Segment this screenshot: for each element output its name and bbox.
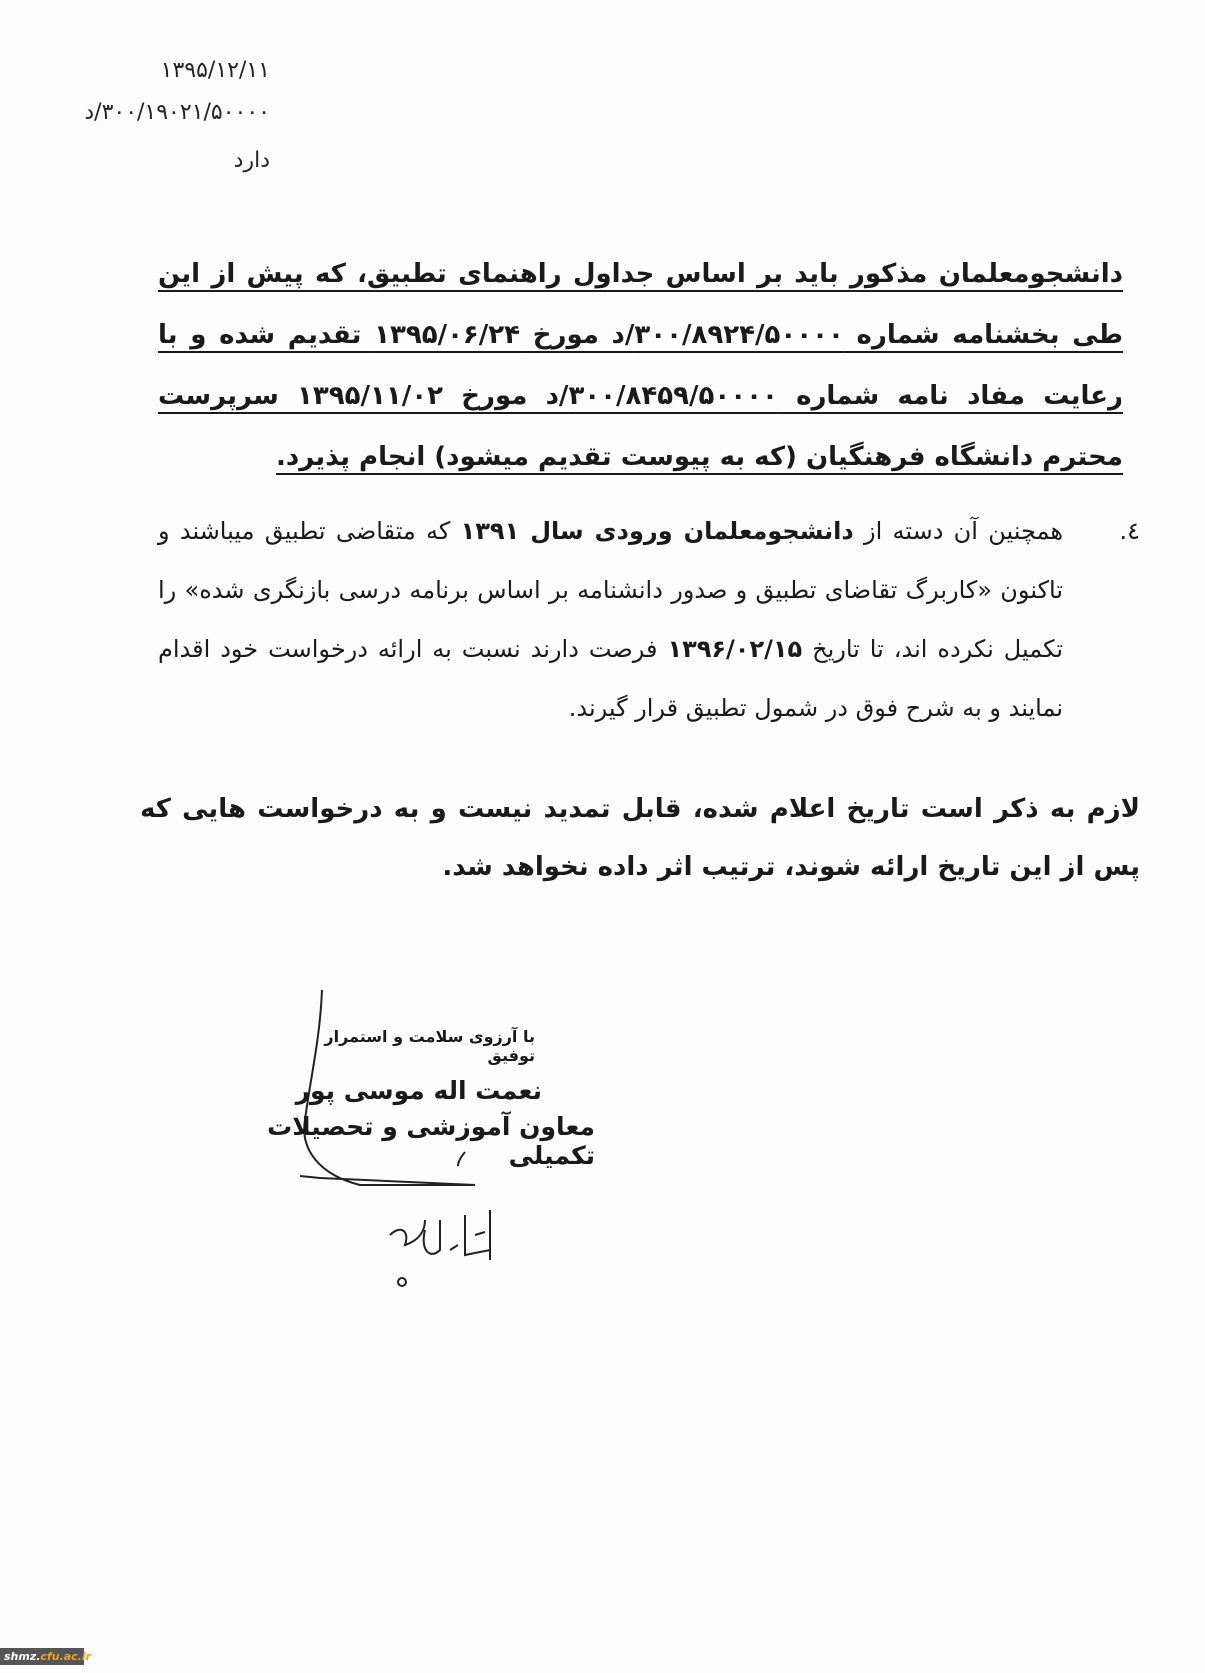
closing-paragraph: لازم به ذکر است تاریخ اعلام شده، قابل تمدید نیست و به درخواست هایی که پس از این تاریخ ارائه شوند، ترتیب اثر داده نخواهد شد. bbox=[140, 794, 1140, 882]
item-4-text-middle: که متقاضی تطبیق میباشند و تاکنون «کاربرگ تقاضای تطبیق و صدور دانشنامه بر اساس برنامه درسی بازنگری شده» را تکمیل نکرده اند، تا تاریخ bbox=[158, 517, 1064, 663]
item-4-text-end: فرصت دارند نسبت به ارائه درخواست خود اقدام نمایند و به شرح فوق در شمول تطبیق قرار گیرند. bbox=[158, 635, 1063, 722]
item-4-bold-phrase: دانشجومعلمان ورودی سال ۱۳۹۱ bbox=[460, 517, 854, 545]
site-watermark bbox=[0, 1648, 92, 1665]
watermark-domain: cfu.ac.ir bbox=[40, 1650, 92, 1663]
letter-number: ۳۰۰/۱۹۰۲۱/۵۰۰۰۰/د bbox=[84, 100, 270, 125]
item-number: ٤. bbox=[1119, 517, 1140, 545]
handwritten-initials-icon bbox=[380, 1200, 510, 1300]
signatory-name: نعمت اله موسی پور bbox=[295, 1076, 542, 1105]
signature-greeting: با آرزوی سلامت و استمرار توفیق bbox=[324, 1027, 535, 1065]
attachment-status: دارد bbox=[233, 148, 270, 173]
underlined-paragraph bbox=[158, 244, 1123, 488]
watermark-prefix: shmz. bbox=[4, 1650, 41, 1663]
letter-date: ۱۳۹۵/۱۲/۱۱ bbox=[160, 58, 270, 83]
item-4-paragraph bbox=[158, 502, 1063, 738]
signatory-title: معاون آموزشی و تحصیلات تکمیلی bbox=[267, 1112, 595, 1170]
deadline-date: ۱۳۹۶/۰۲/۱۵ bbox=[667, 635, 803, 663]
underlined-paragraph-text: دانشجومعلمان مذکور باید بر اساس جداول راهنمای تطبیق، که پیش از این طی بخشنامه شماره ۳۰۰/۸۹۲۴/۵۰۰۰۰/د مورخ ۱۳۹۵/۰۶/۲۴ تقدیم شده و با رعایت مفاد نامه شماره ۳۰۰/۸۴۵۹/۵۰۰۰۰/د مورخ ۱۳۹۵/۱۱/۰۲ سرپرست محترم دانشگاه فرهنگیان (که به پیوست تقدیم میشود) انجام پذیرد. bbox=[158, 259, 1124, 472]
item-4-text-start: همچنین آن دسته از bbox=[853, 517, 1064, 545]
